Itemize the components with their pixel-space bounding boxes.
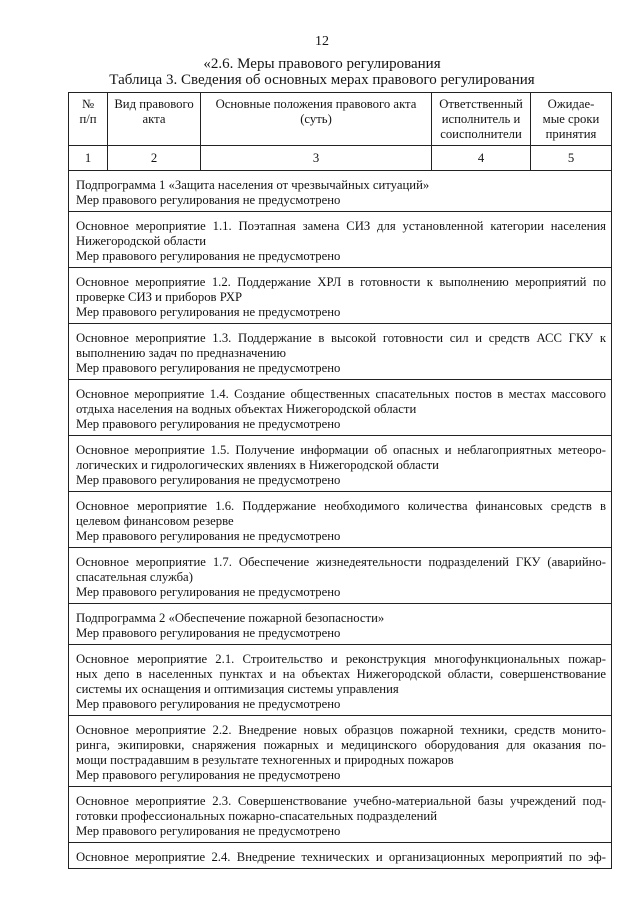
row-measure-2-1 (69, 645, 612, 716)
row-note: Мер правового регулирования не предусмотрено (76, 249, 341, 263)
header-cell-line: Ожидае- (547, 97, 595, 111)
row-text-line: ринга, экипировки, снаряжения пожарных и медицинского оборудования для оказания по- (76, 738, 606, 752)
header-cell-deadline (531, 93, 612, 146)
header-cell-number (69, 93, 108, 146)
row-measure-1-7 (69, 548, 612, 604)
row-text-line: выполнению задач по предназначению (76, 346, 287, 360)
section-heading: «2.6. Меры правового регулирования (203, 56, 441, 72)
row-measure-1-1 (69, 212, 612, 268)
row-note: Мер правового регулирования не предусмотрено (76, 417, 341, 431)
row-content-cell (69, 843, 612, 869)
header-cell-provisions (201, 93, 432, 146)
row-text-line: Основное мероприятие 1.5. Получение информации об опасных и неблагоприятных метеоро- (76, 443, 606, 457)
row-text-line: Основное мероприятие 1.1. Поэтапная замена СИЗ для установленной категории населения (76, 219, 606, 233)
row-content-cell (69, 380, 612, 436)
row-note: Мер правового регулирования не предусмотрено (76, 193, 341, 207)
column-number-cell: 3 (201, 146, 432, 171)
column-number-cell: 2 (108, 146, 201, 171)
row-content-cell (69, 212, 612, 268)
row-measure-1-6 (69, 492, 612, 548)
row-text-line: Основное мероприятие 2.1. Строительство и реконструкция многофункциональных пожар- (76, 652, 606, 666)
row-content-cell (69, 436, 612, 492)
row-text-line: спасательная служба) (76, 570, 193, 584)
header-cell-line: Вид правового (114, 97, 194, 111)
row-note: Мер правового регулирования не предусмотрено (76, 585, 341, 599)
row-note: Мер правового регулирования не предусмотрено (76, 529, 341, 543)
header-cell-line: № (81, 97, 95, 111)
row-text-line: готовки профессиональных пожарно-спасательных подразделений (76, 809, 438, 823)
row-text-line: Подпрограмма 2 «Обеспечение пожарной безопасности» (76, 611, 385, 625)
row-text-line: Основное мероприятие 2.2. Внедрение новых образцов пожарной техники, средств монито- (76, 723, 606, 737)
header-cell-line: соисполнители (440, 127, 522, 141)
header-cell-line: Основные положения правового акта (215, 97, 417, 111)
header-cell-line: исполнитель и (441, 112, 521, 126)
row-text-line: целевом финансовом резерве (76, 514, 234, 528)
row-text-line: Основное мероприятие 1.3. Поддержание в высокой готовности сил и средств АСС ГКУ к (76, 331, 606, 345)
row-measure-2-3 (69, 787, 612, 843)
column-number-row (69, 146, 612, 171)
table-caption: Таблица 3. Сведения об основных мерах правового регулирования (109, 72, 535, 88)
row-measure-2-4 (69, 843, 612, 869)
header-cell-executor (432, 93, 531, 146)
row-text-line: Основное мероприятие 1.6. Поддержание необходимого количества финансовых средств в (76, 499, 606, 513)
row-subprogram-1 (69, 171, 612, 212)
row-content-cell (69, 716, 612, 787)
row-text-line: мощи пострадавшим в результате техногенных и природных пожаров (76, 753, 454, 767)
row-text-line: Подпрограмма 1 «Защита населения от чрезвычайных ситуаций» (76, 178, 430, 192)
row-text-line: Нижегородской области (76, 234, 207, 248)
row-text-line: отдыха населения на водных объектах Нижегородской области (76, 402, 417, 416)
header-cell-act-type (108, 93, 201, 146)
row-text-line: логических и гидрологических явлениях в Нижегородской области (76, 458, 439, 472)
row-content-cell (69, 171, 612, 212)
row-note: Мер правового регулирования не предусмотрено (76, 824, 341, 838)
header-cell-line: акта (142, 112, 166, 126)
legal-measures-table (68, 92, 612, 869)
row-measure-1-4 (69, 380, 612, 436)
row-content-cell (69, 324, 612, 380)
row-note: Мер правового регулирования не предусмотрено (76, 626, 341, 640)
column-number-cell: 5 (531, 146, 612, 171)
row-note: Мер правового регулирования не предусмотрено (76, 361, 341, 375)
row-text-line: Основное мероприятие 2.4. Внедрение технических и организационных мероприятий по эф- (76, 850, 606, 864)
header-cell-line: Ответственный (439, 97, 523, 111)
row-text-line: Основное мероприятие 1.2. Поддержание ХРЛ в готовности к выполнению мероприятий по (76, 275, 606, 289)
row-measure-1-3 (69, 324, 612, 380)
table-header-row (69, 93, 612, 146)
page-number: 12 (315, 34, 329, 49)
column-number-cell: 1 (69, 146, 108, 171)
row-text-line: ных депо в населенных пунктах и на объектах Нижегородской области, совершенствование (76, 667, 606, 681)
row-measure-2-2 (69, 716, 612, 787)
row-note: Мер правового регулирования не предусмотрено (76, 473, 341, 487)
row-text-line: системы их оснащения и оптимизация системы управления (76, 682, 399, 696)
header-cell-line: (суть) (300, 112, 332, 126)
row-subprogram-2 (69, 604, 612, 645)
row-text-line: проверке СИЗ и приборов РХР (76, 290, 243, 304)
row-content-cell (69, 492, 612, 548)
row-text-line: Основное мероприятие 1.4. Создание общественных спасательных постов в местах массового (76, 387, 606, 401)
row-note: Мер правового регулирования не предусмотрено (76, 305, 341, 319)
row-content-cell (69, 787, 612, 843)
row-text-line: Основное мероприятие 2.3. Совершенствование учебно-материальной базы учреждений под- (76, 794, 606, 808)
row-text-line: Основное мероприятие 1.7. Обеспечение жизнедеятельности подразделений ГКУ (аварийно- (76, 555, 606, 569)
header-cell-line: п/п (79, 112, 97, 126)
row-content-cell (69, 604, 612, 645)
column-number-cell: 4 (432, 146, 531, 171)
row-content-cell (69, 645, 612, 716)
row-content-cell (69, 268, 612, 324)
row-content-cell (69, 548, 612, 604)
header-cell-line: принятия (545, 127, 597, 141)
header-cell-line: мые сроки (542, 112, 600, 126)
row-measure-1-5 (69, 436, 612, 492)
row-note: Мер правового регулирования не предусмотрено (76, 768, 341, 782)
row-measure-1-2 (69, 268, 612, 324)
row-note: Мер правового регулирования не предусмотрено (76, 697, 341, 711)
